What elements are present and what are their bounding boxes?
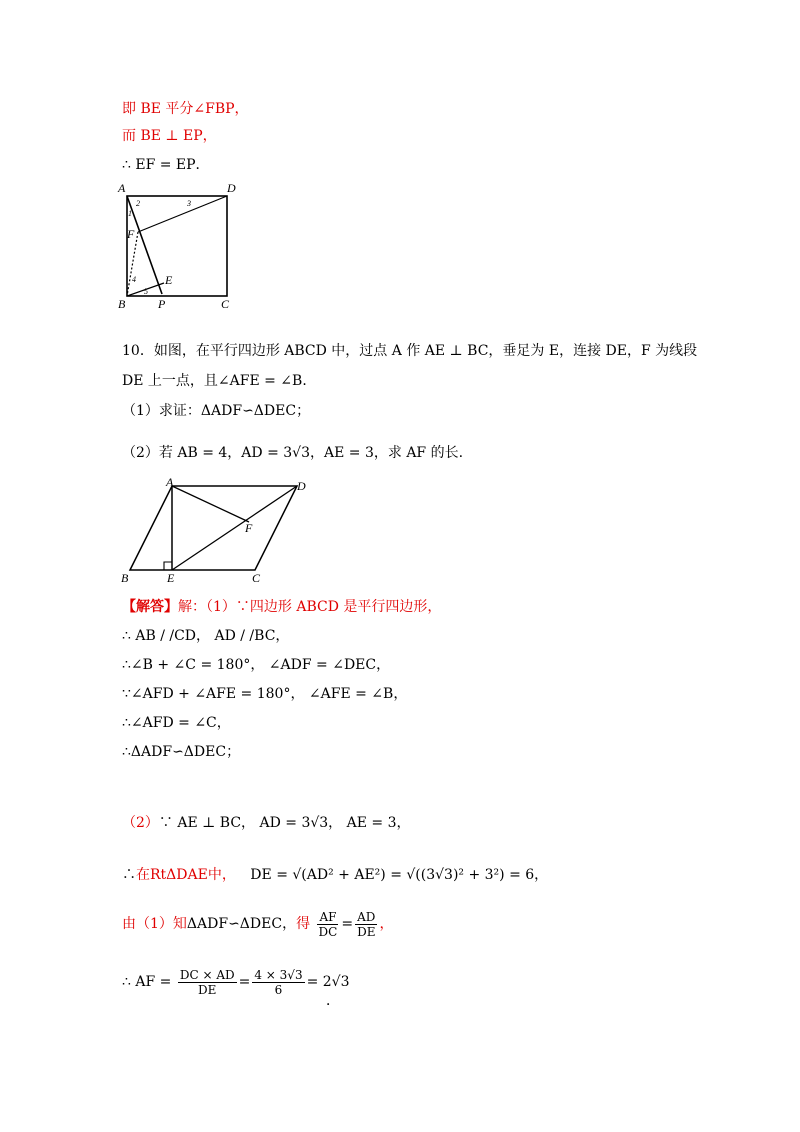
fraction-ad-de: $\frac{AD}{DE}$: [357, 909, 376, 939]
fig2-label-d: D: [297, 479, 306, 493]
figure-parallelogram-abcd: [115, 476, 315, 588]
answer-line-1: [122, 598, 441, 616]
answer-line-7: [122, 814, 411, 832]
answer-tag: 【解答】: [122, 599, 178, 615]
q10-line-2: DE 上一点，且∠AFE = ∠B．: [122, 373, 317, 389]
answer-b3-end: ，: [379, 916, 394, 932]
answer-b1: ∵ AE ⊥ BC， AD = 3√3， AE = 3，: [158, 815, 411, 831]
answer-line-4: ∵∠AFD + ∠AFE = 180°， ∠AFE = ∠B，: [122, 686, 408, 702]
fig1-label-b: B: [118, 297, 126, 310]
answer-b4-end: = 2√3: [306, 974, 350, 990]
fig1-angle-5: 5: [144, 287, 148, 296]
answer-final-dot: ．: [326, 993, 340, 1009]
answer-line-5: ∴∠AFD = ∠C，: [122, 715, 231, 731]
answer-b3-red2: 得: [296, 916, 311, 932]
fig1-label-f: F: [127, 227, 135, 241]
fig2-label-b: B: [121, 571, 129, 585]
prev-line-1: 即 BE 平分∠FBP，: [122, 101, 249, 117]
q10-line-1: 10．如图，在平行四边形 ABCD 中，过点 A 作 AE ⊥ BC，垂足为 E，连接 DE，F 为线段: [122, 343, 698, 359]
fig1-angle-4: 4: [132, 275, 136, 284]
fraction-dcad-de: $\frac{DC \times AD}{DE}$: [179, 967, 235, 997]
fig1-angle-1: 1: [128, 209, 132, 218]
fig2-label-c: C: [252, 571, 261, 585]
fig2-label-f: F: [245, 521, 253, 535]
answer-a1-pre: （1）∵: [206, 599, 250, 615]
fig1-label-d: D: [227, 181, 236, 195]
fig2-label-e: E: [167, 571, 175, 585]
fig1-label-e: E: [165, 273, 173, 287]
q10-part-1: （1）求证：ΔADF∽ΔDEC；: [122, 403, 311, 419]
fig1-label-c: C: [221, 297, 230, 310]
answer-b2-pre: ∴: [122, 867, 136, 883]
answer-b4-pre: ∴ AF =: [122, 974, 172, 990]
q10-part-2: （2）若 AB = 4，AD = 3√3，AE = 3，求 AF 的长.: [122, 445, 464, 461]
fraction-4x3r3-6: $\frac{4 \times 3√3}{6}$: [254, 967, 303, 997]
figure-square-abcd: [115, 180, 245, 310]
answer-b2-math: DE = √(AD² + AE²) = √((3√3)² + 3²) = 6，: [250, 867, 549, 883]
prev-line-2: 而 BE ⊥ EP，: [122, 128, 217, 144]
answer-line-10: ∴ AF = $\frac{DC \times AD}{DE}$ = $\frac{4 \times 3√3}{6}$ = 2√3: [122, 967, 350, 997]
fig1-angle-3: 3: [187, 199, 191, 208]
fig2-label-a: A: [166, 476, 174, 489]
answer-line-8: [122, 866, 548, 884]
answer-b1-label: （2）: [122, 815, 159, 831]
fraction-af-dc: $\frac{AF}{DC}$: [318, 909, 338, 939]
answer-line-9: 由（1）知ΔADF∽ΔDEC，得 $\frac{AF}{DC}$ = $\frac{AD}{DE}$ ，: [122, 909, 394, 939]
answer-line-3: ∴∠B + ∠C = 180°， ∠ADF = ∠DEC，: [122, 657, 391, 673]
answer-line-6: ∴ΔADF∽ΔDEC；: [122, 744, 241, 760]
answer-jie: 解：: [178, 599, 206, 615]
fig1-angle-2: 2: [136, 199, 140, 208]
prev-line-3: ∴ EF = EP．: [122, 157, 210, 173]
answer-line-2: ∴ AB / /CD， AD / /BC，: [122, 628, 290, 644]
fig1-label-a: A: [118, 181, 126, 195]
answer-b3-mid: ΔADF∽ΔDEC，: [186, 916, 297, 932]
answer-b3-red: 由（1）知: [122, 916, 187, 932]
answer-b2-red: 在RtΔDAE中，: [136, 867, 236, 883]
answer-a1-red: 四边形 ABCD 是平行四边形，: [249, 599, 442, 615]
fig1-label-p: P: [158, 297, 166, 310]
